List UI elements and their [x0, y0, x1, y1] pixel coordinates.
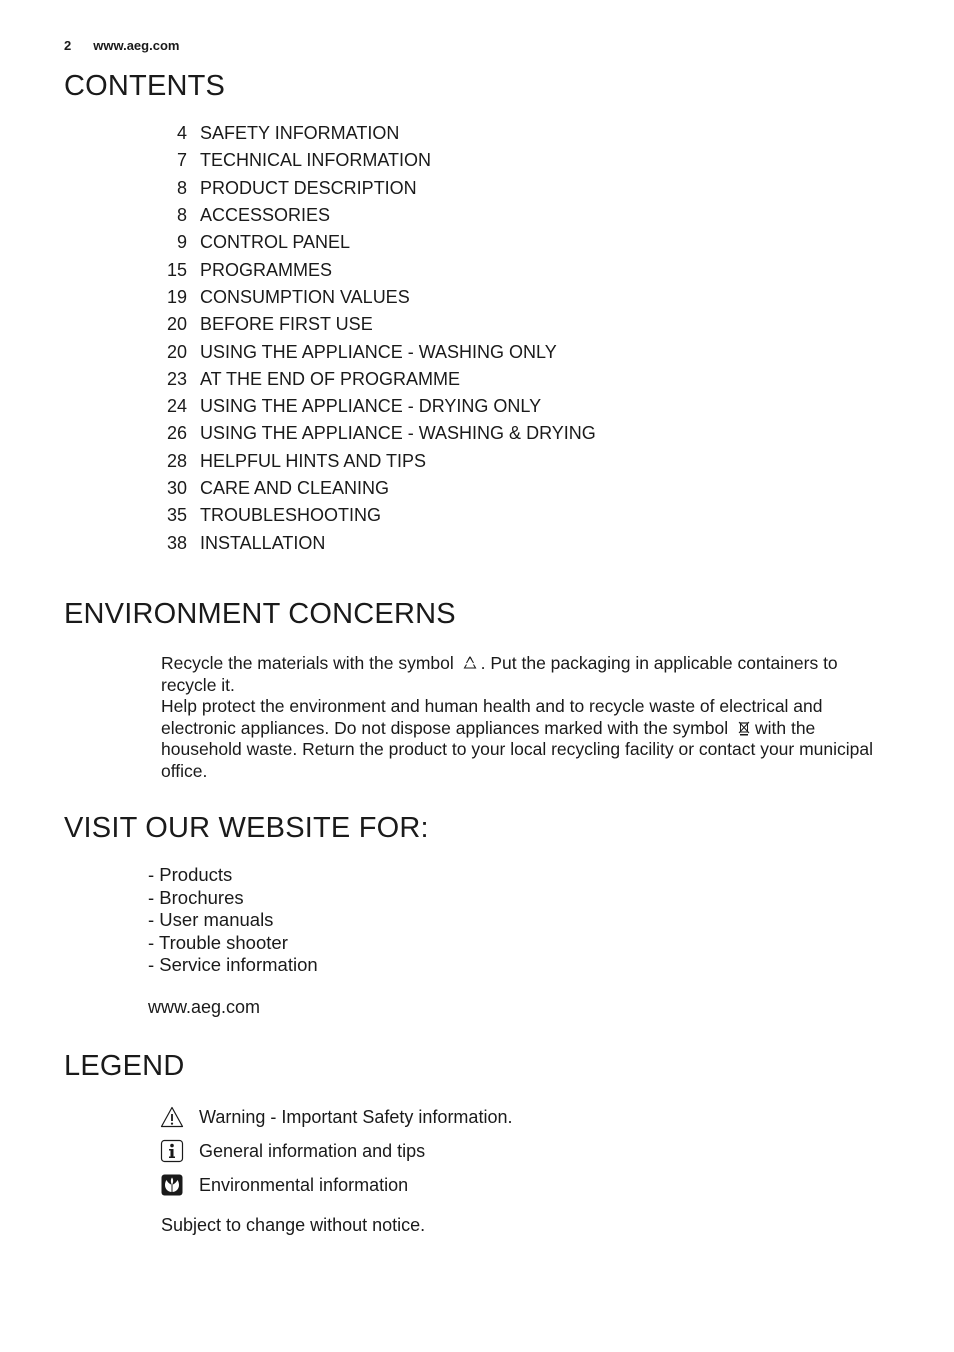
warning-icon [160, 1105, 184, 1129]
toc-item[interactable] [150, 448, 596, 475]
toc-title: AT THE END OF PROGRAMME [200, 368, 461, 389]
toc-item[interactable] [150, 311, 596, 338]
environment-text [161, 653, 891, 782]
toc-page: 19 [166, 286, 187, 307]
website-title: VISIT OUR WEBSITE FOR: [64, 812, 429, 844]
legend-text: Warning - Important Safety information. [199, 1106, 513, 1127]
toc-item[interactable] [150, 256, 596, 283]
toc-item[interactable] [150, 502, 596, 529]
toc-page: 4 [176, 123, 187, 144]
toc-page: 7 [176, 150, 187, 171]
toc-title: USING THE APPLIANCE - WASHING ONLY [200, 341, 557, 362]
toc-page: 30 [166, 478, 187, 498]
toc-item[interactable] [150, 229, 596, 256]
toc-item[interactable] [150, 338, 596, 365]
environment-title: ENVIRONMENT CONCERNS [64, 598, 456, 630]
website-url[interactable]: www.aeg.com [148, 997, 261, 1017]
recycle-icon [462, 655, 478, 671]
toc-page: 23 [166, 368, 187, 389]
list-item: - Service information [148, 954, 318, 976]
toc-title: BEFORE FIRST USE [200, 314, 373, 335]
toc-page: 35 [166, 505, 187, 526]
toc-item[interactable] [150, 147, 596, 174]
legend-list [160, 1100, 512, 1202]
toc-title: CARE AND CLEANING [200, 478, 390, 498]
toc-page: 28 [166, 450, 187, 471]
legend-text: Environmental information [199, 1174, 409, 1195]
toc-title: ACCESSORIES [200, 205, 331, 226]
toc-item[interactable] [150, 529, 596, 556]
toc-item[interactable] [150, 202, 596, 229]
toc-item[interactable] [150, 175, 596, 202]
environment-paragraph [161, 653, 891, 696]
toc-title: USING THE APPLIANCE - DRYING ONLY [200, 396, 542, 417]
toc-title: TECHNICAL INFORMATION [200, 150, 432, 171]
text-segment: Help protect the environment and human health and to recycle waste of electrical and electronic appliances. Do not dispose appliances marked with the symbol [161, 696, 823, 738]
text-segment: . Put the packaging in applicable containers to recycle it. [161, 653, 838, 695]
toc-item[interactable] [150, 393, 596, 420]
legend-item [160, 1100, 512, 1134]
toc-item[interactable] [150, 120, 596, 147]
page-number: 2 [64, 38, 72, 53]
toc-title: INSTALLATION [200, 532, 326, 553]
info-icon [160, 1139, 184, 1163]
toc-title: HELPFUL HINTS AND TIPS [200, 450, 427, 471]
toc-page: 9 [176, 232, 187, 253]
legend-item [160, 1168, 512, 1202]
toc-page: 8 [176, 205, 187, 226]
toc-page: 15 [166, 259, 187, 280]
toc-page: 20 [166, 341, 187, 362]
toc-page: 20 [166, 314, 187, 335]
list-item: - Brochures [148, 886, 244, 908]
page-header [64, 38, 179, 53]
toc-item[interactable] [150, 420, 596, 447]
change-notice: Subject to change without notice. [161, 1215, 426, 1235]
header-url: www.aeg.com [93, 38, 180, 53]
toc-title: TROUBLESHOOTING [200, 505, 382, 526]
toc-page: 8 [176, 177, 187, 198]
contents-list [150, 120, 596, 557]
toc-title: PROGRAMMES [200, 259, 333, 280]
toc-page: 26 [166, 423, 187, 444]
legend-text: General information and tips [199, 1140, 426, 1161]
legend-title: LEGEND [64, 1050, 185, 1082]
text-segment: Recycle the materials with the symbol [161, 653, 454, 673]
toc-title: SAFETY INFORMATION [200, 123, 400, 144]
toc-item[interactable] [150, 284, 596, 311]
legend-item [160, 1134, 512, 1168]
toc-item[interactable] [150, 366, 596, 393]
toc-title: USING THE APPLIANCE - WASHING & DRYING [200, 423, 596, 444]
toc-title: PRODUCT DESCRIPTION [200, 177, 417, 198]
toc-item[interactable] [150, 475, 596, 502]
list-item: - User manuals [148, 909, 274, 931]
list-item: - Trouble shooter [148, 931, 288, 953]
toc-page: 24 [166, 396, 187, 417]
toc-page: 38 [166, 532, 187, 553]
text-segment: with the household waste. Return the product to your local recycling facility or contact your municipal office. [161, 717, 874, 781]
environment-paragraph [161, 696, 891, 782]
crossed-bin-icon [736, 720, 752, 736]
toc-title: CONSUMPTION VALUES [200, 286, 410, 307]
list-item: - Products [148, 864, 233, 885]
toc-title: CONTROL PANEL [200, 232, 351, 253]
website-list [148, 864, 318, 977]
environment-icon [160, 1173, 184, 1197]
contents-title: CONTENTS [64, 70, 226, 102]
